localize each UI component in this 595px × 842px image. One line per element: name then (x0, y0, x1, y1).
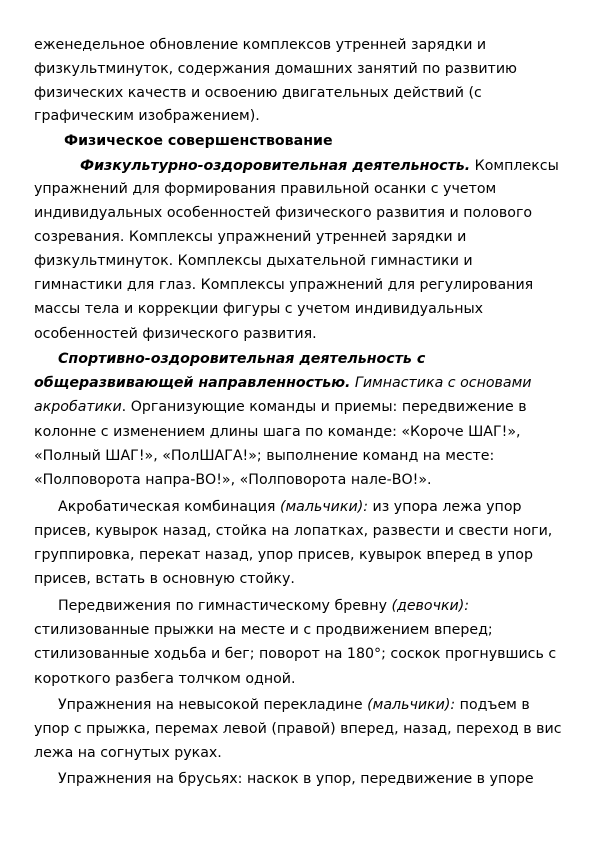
text-line: «Полповорота напра-ВО!», «Полповорота нале-ВО!». (34, 472, 432, 488)
text-line (34, 374, 532, 392)
text-line: физкультминуток, содержания домашних занятий по развитию (34, 61, 517, 77)
text-line: короткого разбега толчком одной. (34, 671, 296, 687)
text-fragment: Акробатическая комбинация (58, 499, 280, 515)
italic-fragment: акробатики (34, 399, 122, 415)
text-line: индивидуальных особенностей физического развития и полового (34, 205, 533, 221)
text-line: особенностей физического развития. (34, 326, 317, 342)
text-line: гимнастики для глаз. Комплексы упражнений для регулирования (34, 277, 534, 293)
text-line: Упражнения на брусьях: наскок в упор, передвижение в упоре (58, 771, 534, 787)
text-line (80, 157, 559, 175)
text-line (34, 398, 527, 416)
text-line (58, 498, 522, 516)
text-line: стилизованные ходьба и бег; поворот на 180°; соскок прогнувшись с (34, 646, 557, 662)
subheading: Спортивно-оздоровительная деятельность с (58, 351, 426, 367)
text-line: упражнений для формирования правильной осанки с учетом (34, 181, 497, 197)
text-line: колонне с изменением длины шага по команде: «Короче ШАГ!», (34, 424, 521, 440)
text-line: присев, кувырок назад, стойка на лопатках, развести и свести ноги, (34, 523, 553, 539)
italic-fragment: (мальчики): (279, 499, 369, 515)
text-fragment: подъем в (455, 697, 530, 713)
text-line (58, 597, 469, 615)
text-fragment: Передвижения по гимнастическому бревну (58, 598, 392, 614)
italic-fragment: (мальчики): (367, 697, 456, 713)
text-line: еженедельное обновление комплексов утренней зарядки и (34, 37, 487, 53)
subheading-inline: общеразвивающей направленностью. (34, 375, 351, 391)
text-fragment: Комплексы (470, 158, 559, 174)
text-line: стилизованные прыжки на месте и с продвижением вперед; (34, 622, 493, 638)
text-line: физических качеств и освоению двигательных действий (с (34, 85, 482, 101)
text-fragment: . Организующие команды и приемы: передвижение в (121, 399, 527, 415)
section-heading: Физическое совершенствование (64, 133, 333, 149)
text-line: физкультминуток. Комплексы дыхательной гимнастики и (34, 253, 473, 269)
italic-fragment: Гимнастика с основами (350, 375, 532, 391)
text-line: массы тела и коррекции фигуры с учетом индивидуальных (34, 301, 484, 317)
text-line: «Полный ШАГ!», «ПолШАГА!»; выполнение команд на месте: (34, 448, 495, 464)
text-line: упор с прыжка, перемах левой (правой) вперед, назад, переход в вис (34, 721, 562, 737)
text-line: группировка, перекат назад, упор присев, кувырок вперед в упор (34, 547, 533, 563)
text-line (58, 696, 530, 714)
text-line: присев, встать в основную стойку. (34, 571, 295, 587)
text-line: созревания. Комплексы упражнений утренней зарядки и (34, 229, 467, 245)
text-fragment: Упражнения на невысокой перекладине (58, 697, 368, 713)
text-fragment: из упора лежа упор (368, 499, 522, 515)
subheading-inline: Физкультурно-оздоровительная деятельность. (80, 158, 471, 174)
italic-fragment: (девочки): (391, 598, 470, 614)
text-line: графическим изображением). (34, 108, 260, 124)
text-line: лежа на согнутых руках. (34, 745, 222, 761)
